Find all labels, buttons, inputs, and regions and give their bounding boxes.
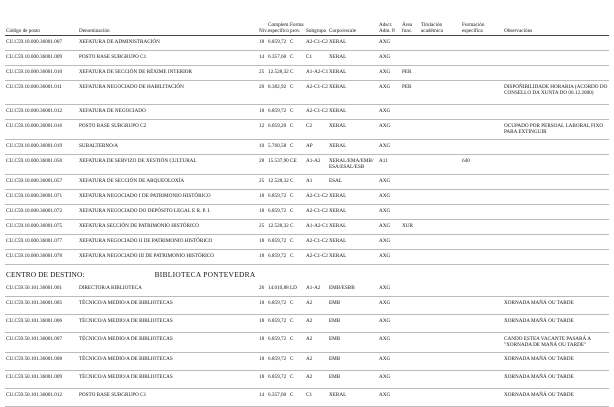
- table-row: [5, 297, 609, 315]
- table-row: [5, 220, 609, 235]
- header-forma: Forma prov.: [289, 18, 305, 36]
- cell-area: [401, 120, 420, 140]
- cell-denominacion: XEFATURA DE SECCIÓN DE ARQUEOLOXÍA: [78, 175, 258, 190]
- header-denominacion: Denominación: [78, 18, 258, 36]
- cell-adscr: AXG: [378, 140, 401, 155]
- cell-corpo: EMB: [328, 315, 378, 333]
- cell-complem: 8.382,92: [267, 81, 289, 105]
- cell-subgrupo: A1-A2: [305, 282, 328, 297]
- cell-subgrupo: A2: [305, 315, 328, 333]
- cell-corpo: XERAL: [328, 190, 378, 205]
- cell-codigo: CU.C59.10.000.36001.007: [5, 36, 78, 51]
- cell-titulacion: [420, 36, 461, 51]
- header-codigo: Código de posto: [5, 18, 78, 36]
- cell-titulacion: [420, 175, 461, 190]
- cell-observacions: [503, 66, 609, 81]
- cell-subgrupo: C1: [305, 389, 328, 407]
- cell-forma: C: [289, 353, 305, 371]
- cell-niv: 28: [258, 155, 267, 175]
- cell-formacion: [461, 36, 503, 51]
- cell-formacion: [461, 389, 503, 407]
- centro-destino-row: [5, 265, 609, 283]
- cell-subgrupo: A1-A2: [305, 155, 328, 175]
- table-row: [5, 333, 609, 353]
- cell-subgrupo: A2: [305, 371, 328, 389]
- cell-formacion: 640: [461, 155, 503, 175]
- cell-area: [401, 51, 420, 66]
- cell-corpo: EMB: [328, 297, 378, 315]
- centro-destino-name: BIBLIOTECA PONTEVEDRA: [154, 270, 256, 279]
- cell-corpo: EMB: [328, 333, 378, 353]
- centro-destino-label: CENTRO DE DESTINO:: [6, 270, 85, 279]
- cell-denominacion: XEFATURA DE SERVIZO DE XESTIÓN CULTURAL: [78, 155, 258, 175]
- table-row: [5, 140, 609, 155]
- cell-denominacion: TÉCNICO/A MEDIO/A DE BIBLIOTECAS: [78, 371, 258, 389]
- cell-complem: 6.859,72: [267, 36, 289, 51]
- cell-adscr: AXG: [378, 315, 401, 333]
- table-row: [5, 66, 609, 81]
- cell-subgrupo: A2-C1-C2: [305, 105, 328, 120]
- cell-forma: C: [289, 36, 305, 51]
- cell-forma: C: [289, 297, 305, 315]
- cell-subgrupo: A2-C1-C2: [305, 235, 328, 250]
- cell-formacion: [461, 175, 503, 190]
- cell-area: [401, 389, 420, 407]
- header-formacion: Formación específica: [461, 18, 503, 36]
- cell-titulacion: [420, 389, 461, 407]
- cell-formacion: [461, 371, 503, 389]
- cell-subgrupo: C2: [305, 120, 328, 140]
- table-row: [5, 250, 609, 265]
- cell-denominacion: POSTO BASE SUBGRUPO C1: [78, 389, 258, 407]
- cell-denominacion: DIRECTOR/A BIBLIOTECA: [78, 282, 258, 297]
- cell-adscr: AXG: [378, 175, 401, 190]
- cell-observacions: [503, 105, 609, 120]
- cell-observacions: [503, 175, 609, 190]
- cell-observacions: XORNADA MAÑÁ OU TARDE: [503, 353, 609, 371]
- cell-area: [401, 175, 420, 190]
- cell-adscr: AXG: [378, 389, 401, 407]
- header-titulacion: Titulación académica: [420, 18, 461, 36]
- cell-corpo: XERAL: [328, 220, 378, 235]
- cell-niv: 18: [258, 371, 267, 389]
- cell-niv: 26: [258, 282, 267, 297]
- cell-complem: 6.859,72: [267, 315, 289, 333]
- cell-codigo: CU.C59.10.000.36001.071: [5, 190, 78, 205]
- cell-denominacion: XEFATURA NEGOCIADO DE HABILITACIÓN: [78, 81, 258, 105]
- cell-forma: C: [289, 371, 305, 389]
- cell-niv: 12: [258, 120, 267, 140]
- cell-codigo: CU.C59.50.101.36001.005: [5, 297, 78, 315]
- cell-subgrupo: C1: [305, 51, 328, 66]
- cell-denominacion: TÉCNICO/A MEDIO/A DE BIBLIOTECAS: [78, 297, 258, 315]
- header-corpo: Corpo/escale: [328, 18, 378, 36]
- cell-niv: 14: [258, 389, 267, 407]
- cell-codigo: CU.C59.10.000.36001.016: [5, 120, 78, 140]
- cell-formacion: [461, 220, 503, 235]
- cell-forma: C: [289, 333, 305, 353]
- cell-observacions: XORNADA MAÑÁ OU TARDE: [503, 315, 609, 333]
- cell-corpo: EMB/ESBB: [328, 282, 378, 297]
- cell-niv: 18: [258, 250, 267, 265]
- cell-forma: C: [289, 105, 305, 120]
- cell-adscr: AXG: [378, 205, 401, 220]
- cell-forma: C: [289, 235, 305, 250]
- cell-codigo: CU.C59.10.000.36001.075: [5, 220, 78, 235]
- cell-denominacion: TÉCNICO/A MEDIO/A DE BIBLIOTECAS: [78, 333, 258, 353]
- cell-forma: C: [289, 51, 305, 66]
- cell-codigo: CU.C59.10.000.36001.012: [5, 105, 78, 120]
- cell-denominacion: POSTO BASE SUBGRUPO C1: [78, 51, 258, 66]
- cell-complem: 6.859,72: [267, 371, 289, 389]
- cell-titulacion: [420, 120, 461, 140]
- cell-corpo: XERAL: [328, 66, 378, 81]
- cell-niv: 25: [258, 220, 267, 235]
- cell-subgrupo: A2: [305, 333, 328, 353]
- cell-forma: C: [289, 140, 305, 155]
- table-row: [5, 353, 609, 371]
- cell-niv: 18: [258, 190, 267, 205]
- table-body-bottom: [5, 282, 609, 407]
- cell-formacion: [461, 140, 503, 155]
- cell-observacions: [503, 155, 609, 175]
- cell-adscr: AXG: [378, 333, 401, 353]
- cell-adscr: AXG: [378, 36, 401, 51]
- cell-area: PER: [401, 66, 420, 81]
- cell-complem: 6.859,72: [267, 297, 289, 315]
- cell-subgrupo: A2-C1-C2: [305, 190, 328, 205]
- cell-observacions: [503, 51, 609, 66]
- cell-complem: 6.859,72: [267, 190, 289, 205]
- cell-forma: LD: [289, 282, 305, 297]
- cell-adscr: AXG: [378, 190, 401, 205]
- cell-subgrupo: A1-A2-C1: [305, 220, 328, 235]
- cell-niv: 18: [258, 36, 267, 51]
- cell-subgrupo: A2-C1-C2: [305, 36, 328, 51]
- cell-area: [401, 205, 420, 220]
- cell-codigo: CU.C59.10.000.36001.077: [5, 235, 78, 250]
- cell-area: [401, 190, 420, 205]
- cell-titulacion: [420, 297, 461, 315]
- cell-formacion: [461, 250, 503, 265]
- cell-observacions: [503, 190, 609, 205]
- cell-subgrupo: A2: [305, 297, 328, 315]
- cell-formacion: [461, 105, 503, 120]
- cell-complem: 6.859,72: [267, 105, 289, 120]
- cell-subgrupo: A1-A2-C1: [305, 66, 328, 81]
- cell-adscr: AXG: [378, 120, 401, 140]
- cell-denominacion: XEFATURA DE SECCIÓN DE RÉXIME INTERIOR: [78, 66, 258, 81]
- cell-forma: C: [289, 250, 305, 265]
- cell-codigo: CU.C59.10.000.36001.078: [5, 250, 78, 265]
- header-niv: Niv.: [258, 18, 267, 36]
- cell-formacion: [461, 353, 503, 371]
- cell-forma: CE: [289, 155, 305, 175]
- cell-denominacion: TÉCNICO/A MEDIO/A DE BIBLIOTECAS: [78, 353, 258, 371]
- cell-formacion: [461, 120, 503, 140]
- table-row: [5, 282, 609, 297]
- cell-titulacion: [420, 220, 461, 235]
- table-row: [5, 235, 609, 250]
- cell-denominacion: XEFATURA DE ADMINISTRACIÓN: [78, 36, 258, 51]
- cell-corpo: XERAL: [328, 250, 378, 265]
- cell-subgrupo: AP: [305, 140, 328, 155]
- cell-complem: 6.357,60: [267, 389, 289, 407]
- cell-subgrupo: A2-C1-C2: [305, 81, 328, 105]
- cell-formacion: [461, 81, 503, 105]
- cell-area: [401, 353, 420, 371]
- cell-titulacion: [420, 282, 461, 297]
- cell-corpo: EMB: [328, 371, 378, 389]
- section-heading: [5, 265, 609, 283]
- cell-area: [401, 315, 420, 333]
- cell-niv: 18: [258, 205, 267, 220]
- cell-codigo: CU.C59.10.000.36001.019: [5, 140, 78, 155]
- cell-observacions: [503, 235, 609, 250]
- cell-formacion: [461, 51, 503, 66]
- cell-niv: 18: [258, 235, 267, 250]
- cell-subgrupo: A2-C1-C2: [305, 205, 328, 220]
- cell-area: [401, 155, 420, 175]
- cell-corpo: XERAL: [328, 389, 378, 407]
- cell-forma: C: [289, 220, 305, 235]
- cell-titulacion: [420, 155, 461, 175]
- cell-titulacion: [420, 51, 461, 66]
- cell-niv: 14: [258, 51, 267, 66]
- cell-forma: C: [289, 81, 305, 105]
- cell-niv: 18: [258, 105, 267, 120]
- cell-formacion: [461, 297, 503, 315]
- cell-area: XUR: [401, 220, 420, 235]
- cell-codigo: CU.C59.50.101.36001.006: [5, 315, 78, 333]
- cell-complem: 15.537,90: [267, 155, 289, 175]
- cell-adscr: AXG: [378, 51, 401, 66]
- cell-denominacion: POSTO BASE SUBGRUPO C2: [78, 120, 258, 140]
- cell-niv: 20: [258, 81, 267, 105]
- cell-formacion: [461, 235, 503, 250]
- cell-codigo: CU.C59.50.101.36001.007: [5, 333, 78, 353]
- cell-adscr: AXG: [378, 353, 401, 371]
- cell-denominacion: XEFATURA SECCIÓN DE PATRIMONIO HISTÓRICO: [78, 220, 258, 235]
- cell-area: [401, 282, 420, 297]
- table-row: [5, 105, 609, 120]
- cell-area: [401, 371, 420, 389]
- cell-codigo: CU.C59.10.000.36001.057: [5, 175, 78, 190]
- cell-forma: C: [289, 315, 305, 333]
- cell-titulacion: [420, 353, 461, 371]
- cell-observacions: XORNADA MAÑÁ OU TARDE: [503, 371, 609, 389]
- cell-codigo: CU.C59.10.000.36001.009: [5, 51, 78, 66]
- header-subgrupo: Subgrupo: [305, 18, 328, 36]
- cell-formacion: [461, 333, 503, 353]
- table-row: [5, 205, 609, 220]
- cell-niv: 18: [258, 353, 267, 371]
- cell-observacions: OCUPADO POR PERSOAL LABORAL FIXO PARA EXTINGUIR: [503, 120, 609, 140]
- cell-complem: 6.859,72: [267, 333, 289, 353]
- cell-complem: 6.859,72: [267, 235, 289, 250]
- cell-complem: 14.010,88: [267, 282, 289, 297]
- cell-codigo: CU.C59.10.000.36001.010: [5, 66, 78, 81]
- cell-complem: 12.528,32: [267, 175, 289, 190]
- cell-area: [401, 140, 420, 155]
- cell-adscr: A11: [378, 155, 401, 175]
- cell-area: [401, 105, 420, 120]
- cell-area: [401, 36, 420, 51]
- table-row: [5, 190, 609, 205]
- cell-denominacion: SUBALTERNO/A: [78, 140, 258, 155]
- table-row: [5, 120, 609, 140]
- cell-complem: 5.760,58: [267, 140, 289, 155]
- cell-area: [401, 235, 420, 250]
- cell-adscr: AXG: [378, 105, 401, 120]
- cell-formacion: [461, 315, 503, 333]
- cell-adscr: AXG: [378, 235, 401, 250]
- cell-subgrupo: A2: [305, 353, 328, 371]
- cell-titulacion: [420, 140, 461, 155]
- cell-adscr: AXG: [378, 282, 401, 297]
- cell-complem: 6.859,72: [267, 250, 289, 265]
- cell-subgrupo: A1: [305, 175, 328, 190]
- cell-formacion: [461, 190, 503, 205]
- cell-formacion: [461, 66, 503, 81]
- cell-corpo: EMB: [328, 353, 378, 371]
- cell-observacions: [503, 250, 609, 265]
- cell-titulacion: [420, 66, 461, 81]
- cell-observacions: [503, 140, 609, 155]
- cell-titulacion: [420, 235, 461, 250]
- table-row: [5, 389, 609, 407]
- cell-adscr: AXG: [378, 297, 401, 315]
- cell-observacions: [503, 220, 609, 235]
- cell-complem: 6.859,72: [267, 205, 289, 220]
- posts-table: [5, 18, 609, 407]
- cell-niv: 18: [258, 315, 267, 333]
- cell-corpo: XERAL: [328, 235, 378, 250]
- cell-complem: 6.859,72: [267, 353, 289, 371]
- cell-area: PER: [401, 81, 420, 105]
- cell-titulacion: [420, 105, 461, 120]
- cell-area: [401, 333, 420, 353]
- cell-niv: 25: [258, 175, 267, 190]
- cell-niv: 10: [258, 140, 267, 155]
- cell-subgrupo: A2-C1-C2: [305, 250, 328, 265]
- table-header: [5, 18, 609, 36]
- cell-observacions: [503, 205, 609, 220]
- cell-denominacion: XEFATURA DE NEGOCIADO: [78, 105, 258, 120]
- cell-corpo: XERAL: [328, 140, 378, 155]
- cell-titulacion: [420, 190, 461, 205]
- table-row: [5, 36, 609, 51]
- cell-forma: C: [289, 190, 305, 205]
- cell-codigo: CU.C59.10.000.36001.072: [5, 205, 78, 220]
- cell-denominacion: XEFATURA NEGOCIADO I DE PATRIMONIO HISTÓRICO: [78, 190, 258, 205]
- cell-corpo: XERAL: [328, 205, 378, 220]
- cell-observacions: [503, 36, 609, 51]
- cell-titulacion: [420, 333, 461, 353]
- cell-denominacion: TÉCNICO/A MEDIO/A DE BIBLIOTECAS: [78, 315, 258, 333]
- cell-formacion: [461, 205, 503, 220]
- header-adscr: Adscr. Adm. P.: [378, 18, 401, 36]
- cell-complem: 12.528,32: [267, 220, 289, 235]
- cell-forma: C: [289, 66, 305, 81]
- cell-adscr: AXG: [378, 250, 401, 265]
- cell-denominacion: XEFATURA NEGOCIADO DO DEPÓSITO LEGAL E R. P. I.: [78, 205, 258, 220]
- cell-corpo: XERAL: [328, 81, 378, 105]
- cell-denominacion: XEFATURA NEGOCIADO III DE PATRIMONIO HISTÓRICO: [78, 250, 258, 265]
- cell-corpo: XERAL/EMA/EMB/ ESA/ESAL/ESB: [328, 155, 378, 175]
- cell-forma: C: [289, 205, 305, 220]
- cell-observacions: [503, 282, 609, 297]
- cell-forma: C: [289, 389, 305, 407]
- table-row: [5, 155, 609, 175]
- table-row: [5, 51, 609, 66]
- table-row: [5, 81, 609, 105]
- cell-corpo: ESAL: [328, 175, 378, 190]
- cell-observacions: CANDO ESTEA VACANTE PASARÁ A "XORNADA DE MAÑÁ OU TARDE": [503, 333, 609, 353]
- cell-titulacion: [420, 81, 461, 105]
- table-row: [5, 315, 609, 333]
- cell-complem: 6.357,60: [267, 51, 289, 66]
- cell-niv: 18: [258, 297, 267, 315]
- cell-area: [401, 297, 420, 315]
- cell-corpo: XERAL: [328, 51, 378, 66]
- cell-observacions: XORNADA MAÑÁ OU TARDE: [503, 297, 609, 315]
- header-complem: Complem. específico: [267, 18, 289, 36]
- cell-corpo: XERAL: [328, 105, 378, 120]
- cell-titulacion: [420, 315, 461, 333]
- cell-titulacion: [420, 250, 461, 265]
- cell-forma: C: [289, 120, 305, 140]
- cell-formacion: [461, 282, 503, 297]
- cell-corpo: XERAL: [328, 36, 378, 51]
- cell-corpo: XERAL: [328, 120, 378, 140]
- cell-observacions: XORNADA MAÑÁ OU TARDE: [503, 389, 609, 407]
- cell-forma: C: [289, 175, 305, 190]
- cell-niv: 25: [258, 66, 267, 81]
- cell-area: [401, 250, 420, 265]
- cell-adscr: AXG: [378, 371, 401, 389]
- cell-complem: 6.059,20: [267, 120, 289, 140]
- cell-codigo: CU.C59.10.000.36001.050: [5, 155, 78, 175]
- table-row: [5, 371, 609, 389]
- cell-codigo: CU.C59.50.101.36001.001: [5, 282, 78, 297]
- cell-adscr: AXG: [378, 66, 401, 81]
- header-observacions: Observacións: [503, 18, 609, 36]
- table-body-top: [5, 36, 609, 265]
- cell-titulacion: [420, 205, 461, 220]
- cell-codigo: CU.C59.10.000.36001.011: [5, 81, 78, 105]
- cell-complem: 12.528,32: [267, 66, 289, 81]
- cell-niv: 18: [258, 333, 267, 353]
- cell-codigo: CU.C59.50.101.36001.008: [5, 353, 78, 371]
- cell-adscr: AXG: [378, 220, 401, 235]
- cell-titulacion: [420, 371, 461, 389]
- cell-codigo: CU.C59.50.101.36001.012: [5, 389, 78, 407]
- header-area: Área func.: [401, 18, 420, 36]
- cell-denominacion: XEFATURA NEGOCIADO II DE PATRIMONIO HISTÓRICO: [78, 235, 258, 250]
- cell-codigo: CU.C59.50.101.36001.009: [5, 371, 78, 389]
- cell-adscr: AXG: [378, 81, 401, 105]
- cell-observacions: DISPOÑIBILIDADE HORARIA (ACORDO DO CONSELLO DA XUNTA DO 06.12.2000): [503, 81, 609, 105]
- table-row: [5, 175, 609, 190]
